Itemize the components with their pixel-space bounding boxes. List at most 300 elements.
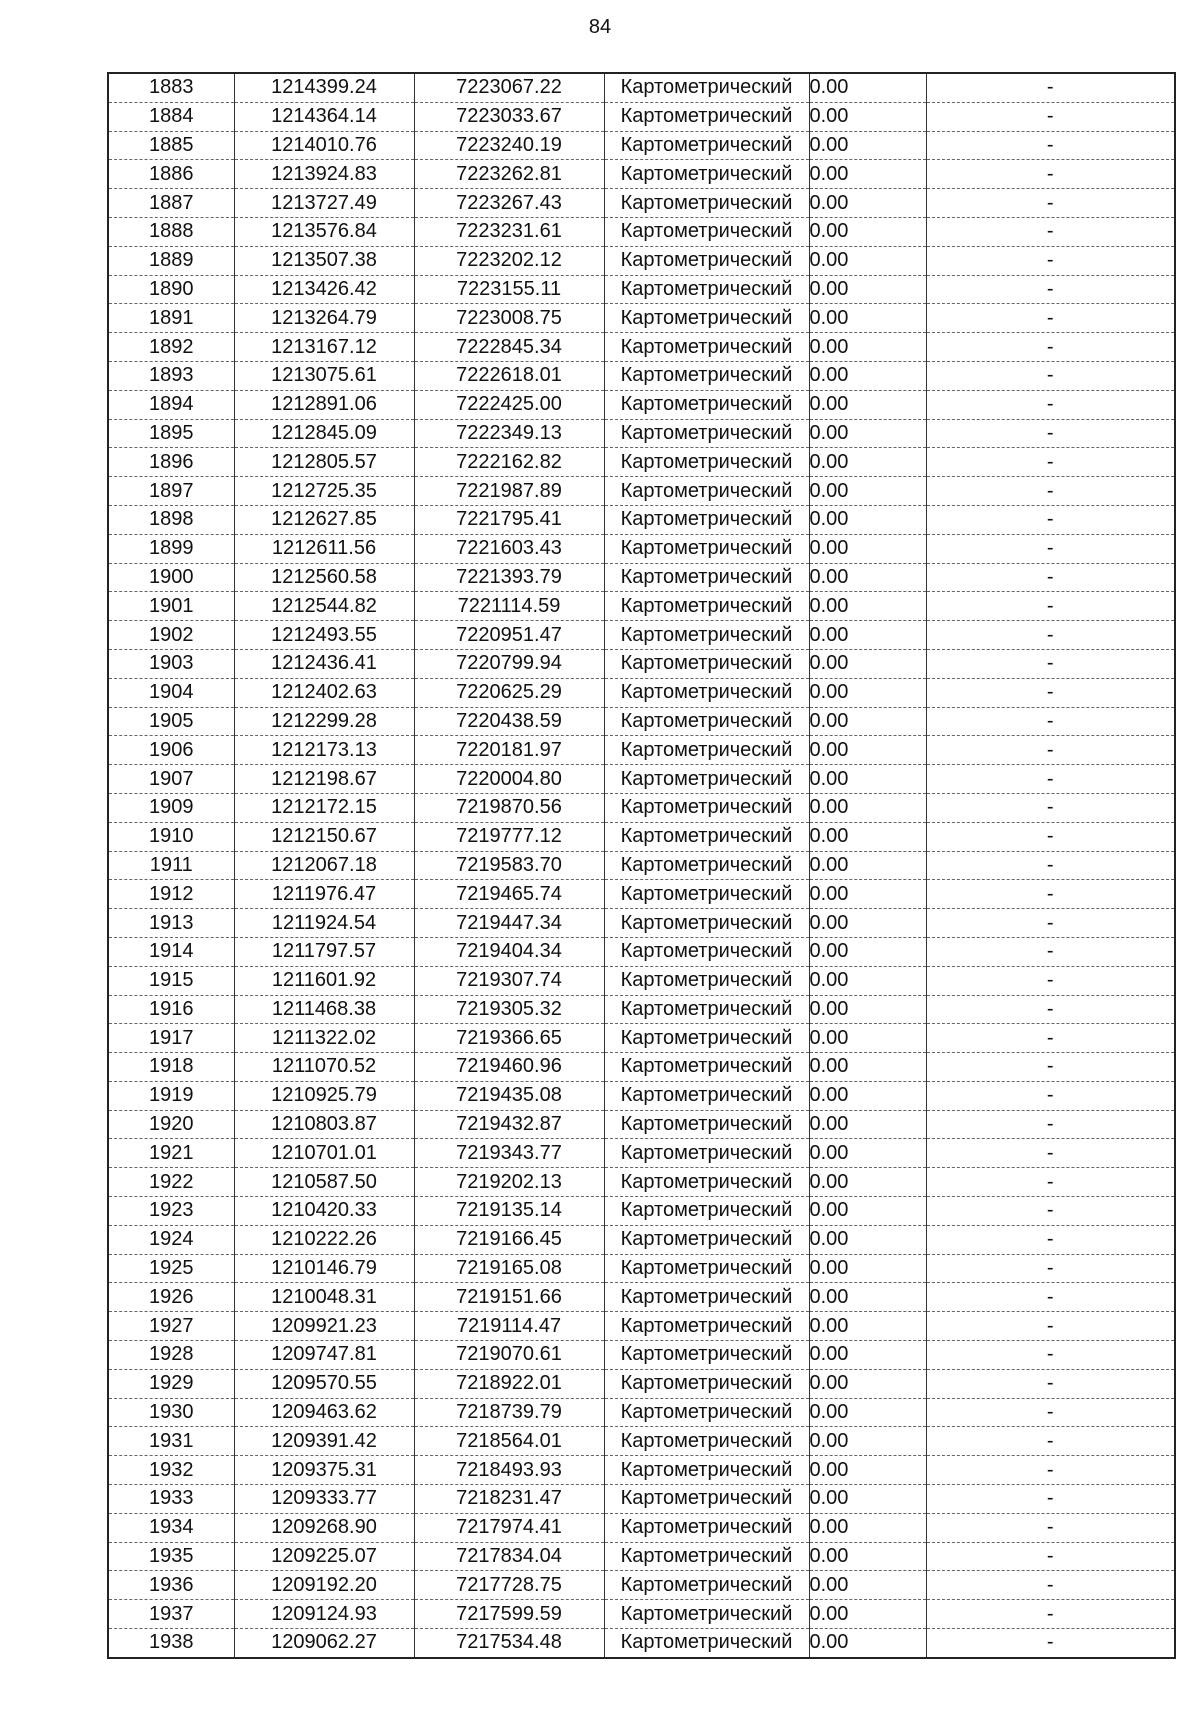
point-number-cell: 1901 — [108, 592, 234, 621]
y-coordinate-cell: 7217834.04 — [414, 1542, 604, 1571]
error-cell: 0.00 — [809, 1024, 926, 1053]
y-coordinate-cell: 7217599.59 — [414, 1600, 604, 1629]
x-coordinate-cell: 1210222.26 — [234, 1225, 414, 1254]
x-coordinate-cell: 1212402.63 — [234, 678, 414, 707]
description-cell: - — [926, 1110, 1175, 1139]
method-cell: Картометрический — [604, 477, 809, 506]
point-number-cell: 1883 — [108, 73, 234, 102]
y-coordinate-cell: 7219307.74 — [414, 966, 604, 995]
table-row — [108, 1542, 1175, 1571]
description-cell: - — [926, 793, 1175, 822]
method-cell: Картометрический — [604, 275, 809, 304]
method-cell: Картометрический — [604, 822, 809, 851]
x-coordinate-cell: 1210587.50 — [234, 1168, 414, 1197]
table-row — [108, 361, 1175, 390]
point-number-cell: 1910 — [108, 822, 234, 851]
method-cell: Картометрический — [604, 1197, 809, 1226]
y-coordinate-cell: 7219165.08 — [414, 1254, 604, 1283]
x-coordinate-cell: 1213426.42 — [234, 275, 414, 304]
point-number-cell: 1919 — [108, 1081, 234, 1110]
point-number-cell: 1893 — [108, 361, 234, 390]
x-coordinate-cell: 1210048.31 — [234, 1283, 414, 1312]
table-row — [108, 822, 1175, 851]
table-row — [108, 217, 1175, 246]
x-coordinate-cell: 1213507.38 — [234, 246, 414, 275]
error-cell: 0.00 — [809, 937, 926, 966]
point-number-cell: 1925 — [108, 1254, 234, 1283]
point-number-cell: 1911 — [108, 851, 234, 880]
error-cell: 0.00 — [809, 1283, 926, 1312]
point-number-cell: 1929 — [108, 1369, 234, 1398]
method-cell: Картометрический — [604, 1024, 809, 1053]
error-cell: 0.00 — [809, 1629, 926, 1658]
x-coordinate-cell: 1211797.57 — [234, 937, 414, 966]
y-coordinate-cell: 7219166.45 — [414, 1225, 604, 1254]
method-cell: Картометрический — [604, 966, 809, 995]
table-row — [108, 1513, 1175, 1542]
error-cell: 0.00 — [809, 361, 926, 390]
point-number-cell: 1890 — [108, 275, 234, 304]
error-cell: 0.00 — [809, 1225, 926, 1254]
x-coordinate-cell: 1212150.67 — [234, 822, 414, 851]
description-cell: - — [926, 1427, 1175, 1456]
point-number-cell: 1884 — [108, 102, 234, 131]
error-cell: 0.00 — [809, 1427, 926, 1456]
point-number-cell: 1903 — [108, 649, 234, 678]
y-coordinate-cell: 7221603.43 — [414, 534, 604, 563]
y-coordinate-cell: 7218493.93 — [414, 1456, 604, 1485]
description-cell: - — [926, 1168, 1175, 1197]
method-cell: Картометрический — [604, 73, 809, 102]
error-cell: 0.00 — [809, 131, 926, 160]
x-coordinate-cell: 1212172.15 — [234, 793, 414, 822]
point-number-cell: 1906 — [108, 736, 234, 765]
table-row — [108, 1571, 1175, 1600]
description-cell: - — [926, 1254, 1175, 1283]
x-coordinate-cell: 1209062.27 — [234, 1629, 414, 1658]
coordinates-table-body — [108, 73, 1175, 1658]
y-coordinate-cell: 7223067.22 — [414, 73, 604, 102]
y-coordinate-cell: 7223202.12 — [414, 246, 604, 275]
method-cell: Картометрический — [604, 1110, 809, 1139]
table-row — [108, 1139, 1175, 1168]
point-number-cell: 1934 — [108, 1513, 234, 1542]
description-cell: - — [926, 1197, 1175, 1226]
description-cell: - — [926, 419, 1175, 448]
point-number-cell: 1904 — [108, 678, 234, 707]
point-number-cell: 1891 — [108, 304, 234, 333]
description-cell: - — [926, 1283, 1175, 1312]
table-row — [108, 419, 1175, 448]
method-cell: Картометрический — [604, 1139, 809, 1168]
x-coordinate-cell: 1212436.41 — [234, 649, 414, 678]
point-number-cell: 1930 — [108, 1398, 234, 1427]
method-cell: Картометрический — [604, 851, 809, 880]
description-cell: - — [926, 1398, 1175, 1427]
description-cell: - — [926, 1456, 1175, 1485]
error-cell: 0.00 — [809, 822, 926, 851]
y-coordinate-cell: 7217974.41 — [414, 1513, 604, 1542]
x-coordinate-cell: 1210420.33 — [234, 1197, 414, 1226]
x-coordinate-cell: 1209921.23 — [234, 1312, 414, 1341]
error-cell: 0.00 — [809, 534, 926, 563]
error-cell: 0.00 — [809, 909, 926, 938]
error-cell: 0.00 — [809, 707, 926, 736]
description-cell: - — [926, 966, 1175, 995]
description-cell: - — [926, 448, 1175, 477]
x-coordinate-cell: 1209192.20 — [234, 1571, 414, 1600]
method-cell: Картометрический — [604, 649, 809, 678]
method-cell: Картометрический — [604, 1485, 809, 1514]
error-cell: 0.00 — [809, 736, 926, 765]
x-coordinate-cell: 1213727.49 — [234, 189, 414, 218]
method-cell: Картометрический — [604, 1254, 809, 1283]
description-cell: - — [926, 1024, 1175, 1053]
x-coordinate-cell: 1209375.31 — [234, 1456, 414, 1485]
description-cell: - — [926, 1629, 1175, 1658]
error-cell: 0.00 — [809, 390, 926, 419]
method-cell: Картометрический — [604, 909, 809, 938]
x-coordinate-cell: 1211924.54 — [234, 909, 414, 938]
table-row — [108, 102, 1175, 131]
coordinates-table — [107, 72, 1176, 1659]
description-cell: - — [926, 851, 1175, 880]
table-row — [108, 1312, 1175, 1341]
method-cell: Картометрический — [604, 217, 809, 246]
error-cell: 0.00 — [809, 1254, 926, 1283]
point-number-cell: 1922 — [108, 1168, 234, 1197]
y-coordinate-cell: 7219305.32 — [414, 995, 604, 1024]
description-cell: - — [926, 477, 1175, 506]
y-coordinate-cell: 7221987.89 — [414, 477, 604, 506]
table-row — [108, 246, 1175, 275]
error-cell: 0.00 — [809, 1312, 926, 1341]
x-coordinate-cell: 1212560.58 — [234, 563, 414, 592]
method-cell: Картометрический — [604, 160, 809, 189]
x-coordinate-cell: 1212299.28 — [234, 707, 414, 736]
error-cell: 0.00 — [809, 621, 926, 650]
error-cell: 0.00 — [809, 765, 926, 794]
point-number-cell: 1917 — [108, 1024, 234, 1053]
x-coordinate-cell: 1212845.09 — [234, 419, 414, 448]
x-coordinate-cell: 1210701.01 — [234, 1139, 414, 1168]
description-cell: - — [926, 1485, 1175, 1514]
y-coordinate-cell: 7223231.61 — [414, 217, 604, 246]
point-number-cell: 1894 — [108, 390, 234, 419]
description-cell: - — [926, 189, 1175, 218]
method-cell: Картометрический — [604, 1542, 809, 1571]
table-row — [108, 851, 1175, 880]
description-cell: - — [926, 131, 1175, 160]
error-cell: 0.00 — [809, 995, 926, 1024]
point-number-cell: 1926 — [108, 1283, 234, 1312]
x-coordinate-cell: 1209268.90 — [234, 1513, 414, 1542]
error-cell: 0.00 — [809, 1456, 926, 1485]
error-cell: 0.00 — [809, 189, 926, 218]
table-row — [108, 1168, 1175, 1197]
x-coordinate-cell: 1213075.61 — [234, 361, 414, 390]
table-row — [108, 333, 1175, 362]
point-number-cell: 1896 — [108, 448, 234, 477]
description-cell: - — [926, 937, 1175, 966]
y-coordinate-cell: 7217728.75 — [414, 1571, 604, 1600]
point-number-cell: 1938 — [108, 1629, 234, 1658]
error-cell: 0.00 — [809, 275, 926, 304]
table-row — [108, 1283, 1175, 1312]
table-row — [108, 880, 1175, 909]
method-cell: Картометрический — [604, 1571, 809, 1600]
x-coordinate-cell: 1209225.07 — [234, 1542, 414, 1571]
error-cell: 0.00 — [809, 966, 926, 995]
x-coordinate-cell: 1211322.02 — [234, 1024, 414, 1053]
table-row — [108, 678, 1175, 707]
method-cell: Картометрический — [604, 1427, 809, 1456]
method-cell: Картометрический — [604, 505, 809, 534]
error-cell: 0.00 — [809, 592, 926, 621]
y-coordinate-cell: 7220625.29 — [414, 678, 604, 707]
description-cell: - — [926, 534, 1175, 563]
error-cell: 0.00 — [809, 1600, 926, 1629]
description-cell: - — [926, 73, 1175, 102]
method-cell: Картометрический — [604, 678, 809, 707]
description-cell: - — [926, 1513, 1175, 1542]
y-coordinate-cell: 7219460.96 — [414, 1053, 604, 1082]
point-number-cell: 1915 — [108, 966, 234, 995]
method-cell: Картометрический — [604, 765, 809, 794]
description-cell: - — [926, 995, 1175, 1024]
description-cell: - — [926, 160, 1175, 189]
point-number-cell: 1907 — [108, 765, 234, 794]
point-number-cell: 1887 — [108, 189, 234, 218]
point-number-cell: 1924 — [108, 1225, 234, 1254]
table-row — [108, 1485, 1175, 1514]
description-cell: - — [926, 822, 1175, 851]
point-number-cell: 1909 — [108, 793, 234, 822]
point-number-cell: 1885 — [108, 131, 234, 160]
y-coordinate-cell: 7219135.14 — [414, 1197, 604, 1226]
method-cell: Картометрический — [604, 1053, 809, 1082]
point-number-cell: 1918 — [108, 1053, 234, 1082]
error-cell: 0.00 — [809, 1081, 926, 1110]
table-row — [108, 937, 1175, 966]
description-cell: - — [926, 1571, 1175, 1600]
description-cell: - — [926, 275, 1175, 304]
y-coordinate-cell: 7219114.47 — [414, 1312, 604, 1341]
y-coordinate-cell: 7223008.75 — [414, 304, 604, 333]
y-coordinate-cell: 7219151.66 — [414, 1283, 604, 1312]
y-coordinate-cell: 7219435.08 — [414, 1081, 604, 1110]
y-coordinate-cell: 7221393.79 — [414, 563, 604, 592]
method-cell: Картометрический — [604, 1369, 809, 1398]
x-coordinate-cell: 1212173.13 — [234, 736, 414, 765]
method-cell: Картометрический — [604, 592, 809, 621]
error-cell: 0.00 — [809, 333, 926, 362]
point-number-cell: 1936 — [108, 1571, 234, 1600]
y-coordinate-cell: 7223262.81 — [414, 160, 604, 189]
table-row — [108, 1225, 1175, 1254]
x-coordinate-cell: 1212891.06 — [234, 390, 414, 419]
error-cell: 0.00 — [809, 1053, 926, 1082]
table-row — [108, 707, 1175, 736]
x-coordinate-cell: 1212725.35 — [234, 477, 414, 506]
method-cell: Картометрический — [604, 1600, 809, 1629]
description-cell: - — [926, 1139, 1175, 1168]
x-coordinate-cell: 1209747.81 — [234, 1341, 414, 1370]
table-row — [108, 1197, 1175, 1226]
table-row — [108, 1110, 1175, 1139]
x-coordinate-cell: 1212544.82 — [234, 592, 414, 621]
table-row — [108, 1024, 1175, 1053]
description-cell: - — [926, 765, 1175, 794]
x-coordinate-cell: 1212198.67 — [234, 765, 414, 794]
y-coordinate-cell: 7219366.65 — [414, 1024, 604, 1053]
page-number: 84 — [588, 16, 612, 38]
table-row — [108, 1369, 1175, 1398]
method-cell: Картометрический — [604, 707, 809, 736]
x-coordinate-cell: 1211468.38 — [234, 995, 414, 1024]
description-cell: - — [926, 390, 1175, 419]
y-coordinate-cell: 7217534.48 — [414, 1629, 604, 1658]
error-cell: 0.00 — [809, 505, 926, 534]
table-row — [108, 160, 1175, 189]
table-row — [108, 736, 1175, 765]
point-number-cell: 1937 — [108, 1600, 234, 1629]
point-number-cell: 1898 — [108, 505, 234, 534]
description-cell: - — [926, 563, 1175, 592]
table-row — [108, 131, 1175, 160]
description-cell: - — [926, 1081, 1175, 1110]
x-coordinate-cell: 1214364.14 — [234, 102, 414, 131]
point-number-cell: 1933 — [108, 1485, 234, 1514]
point-number-cell: 1899 — [108, 534, 234, 563]
y-coordinate-cell: 7223033.67 — [414, 102, 604, 131]
method-cell: Картометрический — [604, 736, 809, 765]
description-cell: - — [926, 909, 1175, 938]
table-row — [108, 793, 1175, 822]
method-cell: Картометрический — [604, 304, 809, 333]
point-number-cell: 1889 — [108, 246, 234, 275]
error-cell: 0.00 — [809, 1197, 926, 1226]
error-cell: 0.00 — [809, 477, 926, 506]
error-cell: 0.00 — [809, 1542, 926, 1571]
x-coordinate-cell: 1209570.55 — [234, 1369, 414, 1398]
y-coordinate-cell: 7222162.82 — [414, 448, 604, 477]
method-cell: Картометрический — [604, 534, 809, 563]
table-row — [108, 1341, 1175, 1370]
method-cell: Картометрический — [604, 448, 809, 477]
y-coordinate-cell: 7219870.56 — [414, 793, 604, 822]
x-coordinate-cell: 1212627.85 — [234, 505, 414, 534]
error-cell: 0.00 — [809, 649, 926, 678]
point-number-cell: 1892 — [108, 333, 234, 362]
error-cell: 0.00 — [809, 678, 926, 707]
description-cell: - — [926, 592, 1175, 621]
x-coordinate-cell: 1210925.79 — [234, 1081, 414, 1110]
y-coordinate-cell: 7220799.94 — [414, 649, 604, 678]
error-cell: 0.00 — [809, 1110, 926, 1139]
method-cell: Картометрический — [604, 995, 809, 1024]
description-cell: - — [926, 1312, 1175, 1341]
x-coordinate-cell: 1212493.55 — [234, 621, 414, 650]
table-row — [108, 592, 1175, 621]
y-coordinate-cell: 7221795.41 — [414, 505, 604, 534]
error-cell: 0.00 — [809, 880, 926, 909]
method-cell: Картометрический — [604, 1513, 809, 1542]
table-row — [108, 73, 1175, 102]
point-number-cell: 1928 — [108, 1341, 234, 1370]
table-row — [108, 477, 1175, 506]
x-coordinate-cell: 1213264.79 — [234, 304, 414, 333]
error-cell: 0.00 — [809, 1139, 926, 1168]
description-cell: - — [926, 621, 1175, 650]
description-cell: - — [926, 361, 1175, 390]
table-row — [108, 189, 1175, 218]
method-cell: Картометрический — [604, 419, 809, 448]
error-cell: 0.00 — [809, 1398, 926, 1427]
method-cell: Картометрический — [604, 1312, 809, 1341]
y-coordinate-cell: 7219070.61 — [414, 1341, 604, 1370]
method-cell: Картометрический — [604, 1341, 809, 1370]
method-cell: Картометрический — [604, 793, 809, 822]
x-coordinate-cell: 1212067.18 — [234, 851, 414, 880]
table-row — [108, 621, 1175, 650]
description-cell: - — [926, 1542, 1175, 1571]
error-cell: 0.00 — [809, 102, 926, 131]
point-number-cell: 1914 — [108, 937, 234, 966]
y-coordinate-cell: 7218231.47 — [414, 1485, 604, 1514]
table-row — [108, 505, 1175, 534]
description-cell: - — [926, 505, 1175, 534]
y-coordinate-cell: 7222845.34 — [414, 333, 604, 362]
point-number-cell: 1895 — [108, 419, 234, 448]
y-coordinate-cell: 7219447.34 — [414, 909, 604, 938]
y-coordinate-cell: 7220181.97 — [414, 736, 604, 765]
y-coordinate-cell: 7219777.12 — [414, 822, 604, 851]
table-row — [108, 534, 1175, 563]
point-number-cell: 1913 — [108, 909, 234, 938]
y-coordinate-cell: 7219202.13 — [414, 1168, 604, 1197]
y-coordinate-cell: 7223240.19 — [414, 131, 604, 160]
x-coordinate-cell: 1212611.56 — [234, 534, 414, 563]
table-row — [108, 1629, 1175, 1658]
point-number-cell: 1912 — [108, 880, 234, 909]
point-number-cell: 1935 — [108, 1542, 234, 1571]
point-number-cell: 1920 — [108, 1110, 234, 1139]
point-number-cell: 1931 — [108, 1427, 234, 1456]
error-cell: 0.00 — [809, 448, 926, 477]
x-coordinate-cell: 1209391.42 — [234, 1427, 414, 1456]
error-cell: 0.00 — [809, 1513, 926, 1542]
point-number-cell: 1888 — [108, 217, 234, 246]
x-coordinate-cell: 1209124.93 — [234, 1600, 414, 1629]
method-cell: Картометрический — [604, 1629, 809, 1658]
description-cell: - — [926, 1600, 1175, 1629]
error-cell: 0.00 — [809, 419, 926, 448]
y-coordinate-cell: 7220951.47 — [414, 621, 604, 650]
description-cell: - — [926, 678, 1175, 707]
table-row — [108, 563, 1175, 592]
error-cell: 0.00 — [809, 246, 926, 275]
table-row — [108, 966, 1175, 995]
description-cell: - — [926, 1369, 1175, 1398]
description-cell: - — [926, 217, 1175, 246]
x-coordinate-cell: 1210146.79 — [234, 1254, 414, 1283]
y-coordinate-cell: 7218739.79 — [414, 1398, 604, 1427]
x-coordinate-cell: 1212805.57 — [234, 448, 414, 477]
error-cell: 0.00 — [809, 1369, 926, 1398]
point-number-cell: 1923 — [108, 1197, 234, 1226]
y-coordinate-cell: 7219343.77 — [414, 1139, 604, 1168]
